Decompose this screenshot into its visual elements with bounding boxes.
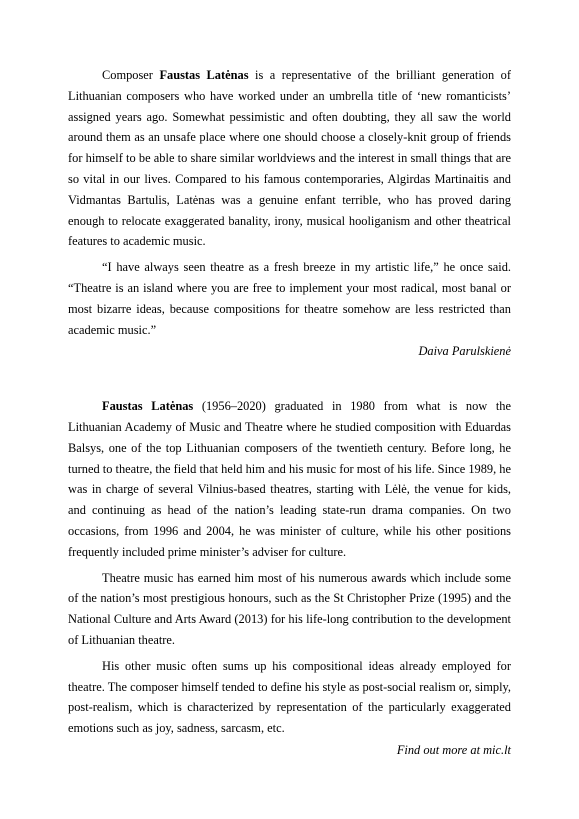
intro-section [68,65,511,362]
composer-name: Faustas Latėnas [159,68,249,82]
bio-composer-name: Faustas Latėnas [102,399,194,414]
intro-paragraph-2: “I have always seen theatre as a fresh breeze in my artistic life,” he once said. “Theatre is an island where you are free to implement your most radical, most banal or most bizarre ideas, because compositions for theatre somehow are less restricted than academic music.” [68,260,511,337]
bio-section [68,396,511,761]
find-out-more-link[interactable]: Find out more at mic.lt [396,742,511,757]
intro-p1-lead: Composer [102,68,160,82]
bio-p1-body: (1956–2020) graduated in 1980 from what is now the Lithuanian Academy of Music and Theatre where he studied composition with Eduardas Balsys, one of the top Lithuanian composers of the twentieth century. Before long, he turned to theatre, the field that held him and his music for most of his life. Since 1989, he was in charge of several Vilnius-based theatres, starting with Lėlė, the venue for kids, and continuing as head of the nation’s leading state-run drama companies. On two occasions, from 1996 and 2004, he was minister of culture, while his other positions frequently included prime minister’s adviser for culture. [68,399,511,559]
author-signature: Daiva Parulskienė [418,344,511,359]
bio-paragraph-2: Theatre music has earned him most of his numerous awards which include some of the nation’s most prestigious honours, such as the St Christopher Prize (1995) and the National Culture and Arts Award (2013) for his life-long contribution to the development of Lithuanian theatre. [68,570,511,647]
section-gap [68,362,511,396]
bio-paragraph-1 [68,396,511,562]
intro-p1-body: is a representative of the brilliant generation of Lithuanian composers who have worked under an umbrella title of ‘new romanticists’ assigned years ago. Somewhat pessimistic and often doubting, they all saw the world around them as an unsafe place where one should choose a closely-knit group of friends for himself to be able to share similar worldviews and the interest in small things that are so vital in our lives. Compared to his famous contemporaries, Algirdas Martinaitis and Vidmantas Bartulis, Latėnas was a genuine enfant terrible, who has proved daring enough to relocate exaggerated banality, irony, musical hooliganism and other theatrical features to academic music. [68,68,511,249]
document-page [68,65,511,761]
intro-paragraph-1 [68,65,511,252]
bio-paragraph-3: His other music often sums up his compositional ideas already employed for theatre. The composer himself tended to define his style as post-social realism or, simply, post-realism, which is characterized by representation of the particularly exaggerated emotions such as joy, sadness, sarcasm, etc. [68,658,511,736]
